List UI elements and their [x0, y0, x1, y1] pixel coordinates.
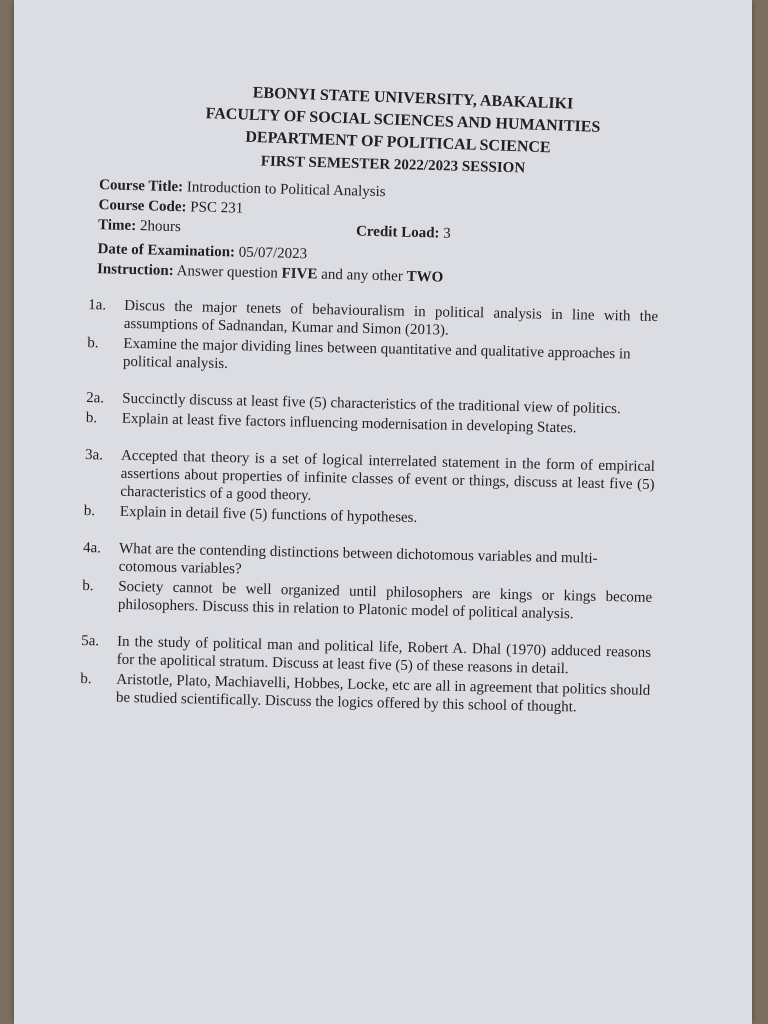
question-text: Explain in detail five (5) functions of hypotheses.	[119, 503, 418, 527]
university-name: EBONYI STATE UNIVERSITY, ABAKALIKI	[252, 84, 574, 113]
question-number: b.	[83, 503, 96, 520]
course-code-label: Course Code:	[98, 197, 187, 216]
question-3a	[84, 446, 655, 512]
credit-load-label: Credit Load:	[355, 223, 440, 242]
question-number: 1a.	[88, 297, 107, 314]
question-text: Aristotle, Plato, Machiavelli, Hobbes, Locke, etc are all in agreement that politics should be studied scientifically. Discuss the logics offered by this school of thought.	[115, 671, 651, 716]
instruction-label: Instruction:	[96, 261, 174, 280]
question-number: 3a.	[84, 447, 104, 464]
session-title: FIRST SEMESTER 2022/2023 SESSION	[260, 153, 526, 177]
course-code: PSC 231	[190, 199, 244, 217]
credit-load-line	[356, 221, 451, 243]
department-name: DEPARTMENT OF POLITICAL SCIENCE	[245, 128, 551, 157]
question-text: Society cannot be well organized until philosophers are kings or kings become philosophers. Discuss this in relation to Platonic model of political analysis.	[117, 578, 653, 623]
time-label: Time:	[97, 217, 137, 235]
question-number: b.	[80, 670, 92, 688]
question-text: Explain at least five factors influencing modernisation in developing States.	[121, 410, 577, 437]
question-text: What are the contending distinctions between dichotomous variables and multi-cotomous variables?	[118, 540, 598, 578]
time-value: 2hours	[139, 218, 181, 236]
question-text: Accepted that theory is a set of logical interrelated statement in the form of empirical assertions about properties of infinite classes of event or things, discuss at least five (5) characteristics of a good theory.	[120, 447, 656, 504]
question-text: In the study of political man and political life, Robert A. Dhal (1970) adduced reasons for the apolitical stratum. Discuss at least five (5) of these reasons in detail.	[116, 633, 652, 678]
course-title-label: Course Title:	[98, 177, 184, 196]
question-list	[80, 296, 659, 720]
question-text: Succinctly discuss at least five (5) characteristics of the traditional view of politics.	[122, 390, 621, 418]
course-info	[97, 175, 659, 293]
course-title: Introduction to Political Analysis	[186, 179, 386, 201]
question-number: b.	[82, 578, 94, 595]
instruction-five: FIVE	[281, 265, 318, 283]
question-number: 4a.	[82, 540, 102, 557]
question-number: 2a.	[86, 390, 105, 407]
question-number: b.	[87, 335, 99, 352]
question-text: Examine the major dividing lines between quantitative and qualitative approaches in political analysis.	[122, 335, 631, 373]
instruction-text-2: and any other	[320, 266, 404, 285]
question-number: b.	[85, 410, 98, 427]
exam-paper	[14, 0, 752, 1024]
faculty-name: FACULTY OF SOCIAL SCIENCES AND HUMANITIES	[205, 105, 601, 136]
exam-header	[14, 84, 752, 177]
instruction-text-1: Answer question	[176, 263, 279, 282]
instruction-two: TWO	[406, 268, 444, 286]
credit-load: 3	[443, 225, 451, 242]
question-number: 5a.	[80, 633, 100, 650]
question-text: Discus the major tenets of behaviouralism in political analysis in line with the assumptions of Sadnandan, Kumar and Simon (2013).	[123, 297, 659, 339]
exam-date-label: Date of Examination:	[97, 241, 236, 261]
exam-date: 05/07/2023	[238, 244, 308, 263]
